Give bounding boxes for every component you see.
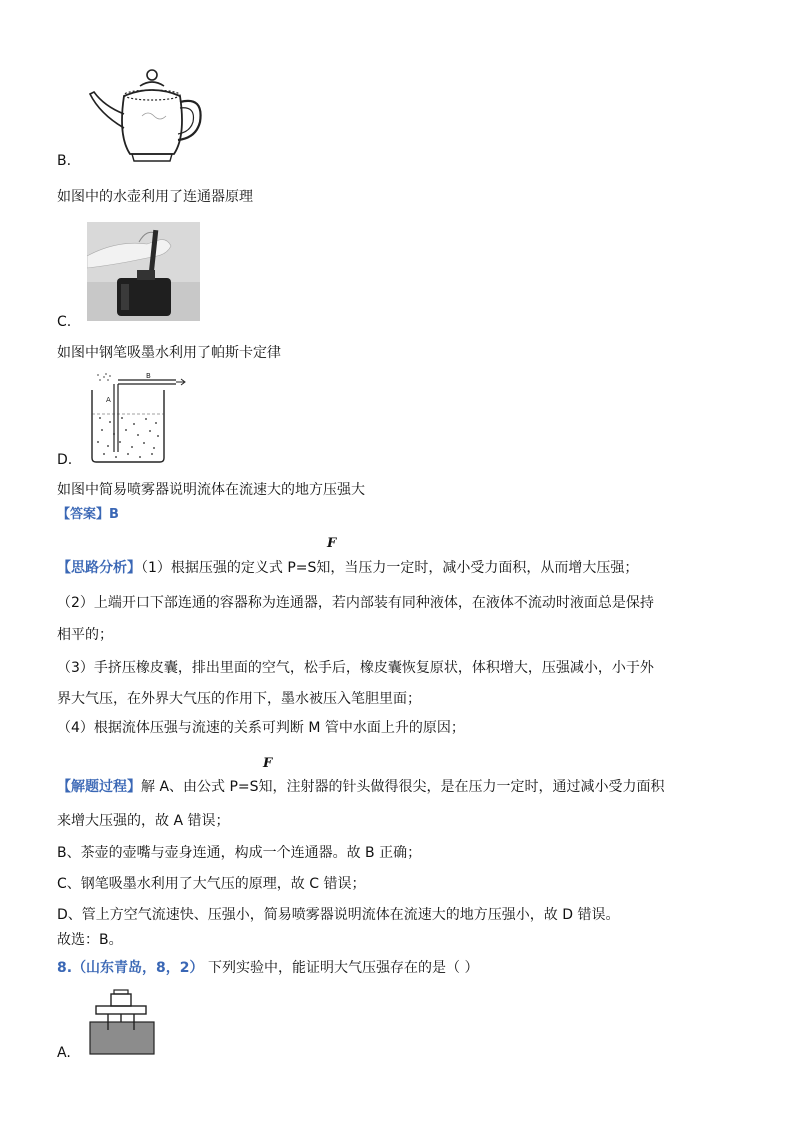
question-8-text: 下列实验中，能证明大气压强存在的是（ ） [208, 960, 479, 976]
analysis-formula: P=S [287, 560, 317, 576]
analysis-line-4: （3）手挤压橡皮囊，排出里面的空气，松手后，橡皮囊恢复原状，体积增大，压强减小，小于外 [57, 660, 654, 676]
option-b-text: 如图中的水壶利用了连通器原理 [57, 189, 253, 205]
solution-line-3: B、茶壶的壶嘴与壶身连通，构成一个连通器。故 B 正确； [57, 845, 422, 861]
option-d-label: D. [57, 452, 73, 468]
analysis-tag: 【思路分析】 [57, 560, 141, 576]
option-a-label: A. [57, 1045, 71, 1061]
teapot-figure [82, 66, 207, 164]
analysis-line-1 [57, 557, 638, 579]
answer-value: B [109, 507, 119, 522]
analysis-formula-numerator: F [327, 536, 337, 551]
answer-line [57, 504, 119, 526]
solution-line-2: 来增大压强的，故 A 错误； [57, 813, 230, 829]
fountain-pen-photo [87, 222, 200, 321]
answer-tag: 【答案】 [57, 507, 110, 522]
option-d-text: 如图中简易喷雾器说明流体在流速大的地方压强大 [57, 482, 365, 498]
analysis-line-6: （4）根据流体压强与流速的关系可判断 M 管中水面上升的原因； [57, 720, 465, 736]
option-c-text: 如图中钢笔吸墨水利用了帕斯卡定律 [57, 345, 281, 361]
analysis-line-1-rest: 知，当压力一定时，减小受力面积，从而增大压强； [316, 560, 639, 576]
solution-formula-numerator: F [263, 756, 273, 771]
nail-board-figure [88, 988, 158, 1056]
option-c-label: C. [57, 314, 72, 330]
solution-line-1-prefix: 解 A、由公式 [141, 779, 230, 795]
solution-tag: 【解题过程】 [57, 779, 141, 795]
solution-line-4: C、钢笔吸墨水利用了大气压的原理，故 C 错误； [57, 876, 366, 892]
question-8-number: 8. [57, 960, 73, 976]
solution-line-5: D、管上方空气流速快、压强小，简易喷雾器说明流体在流速大的地方压强小，故 D 错误。 [57, 907, 620, 923]
analysis-line-5: 界大气压，在外界大气压的作用下，墨水被压入笔胆里面； [57, 691, 421, 707]
tube-a-label: A [106, 396, 111, 404]
question-8-source: （山东青岛，8，2） [72, 960, 204, 976]
solution-line-1-rest: 知，注射器的针头做得很尖，是在压力一定时，通过减小受力面积 [258, 779, 665, 795]
solution-formula: P=S [229, 779, 259, 795]
question-8-stem [57, 957, 478, 979]
sprayer-diagram [88, 372, 188, 464]
analysis-line-2: （2）上端开口下部连通的容器称为连通器，若内部装有同种液体，在液体不流动时液面总是保持 [57, 595, 654, 611]
analysis-line-1-prefix: （1）根据压强的定义式 [141, 560, 288, 576]
option-b-label: B. [57, 153, 72, 169]
solution-line-6: 故选：B。 [57, 932, 123, 948]
solution-line-1 [57, 776, 665, 798]
analysis-line-3: 相平的； [57, 627, 113, 643]
tube-b-label: B [146, 372, 151, 380]
